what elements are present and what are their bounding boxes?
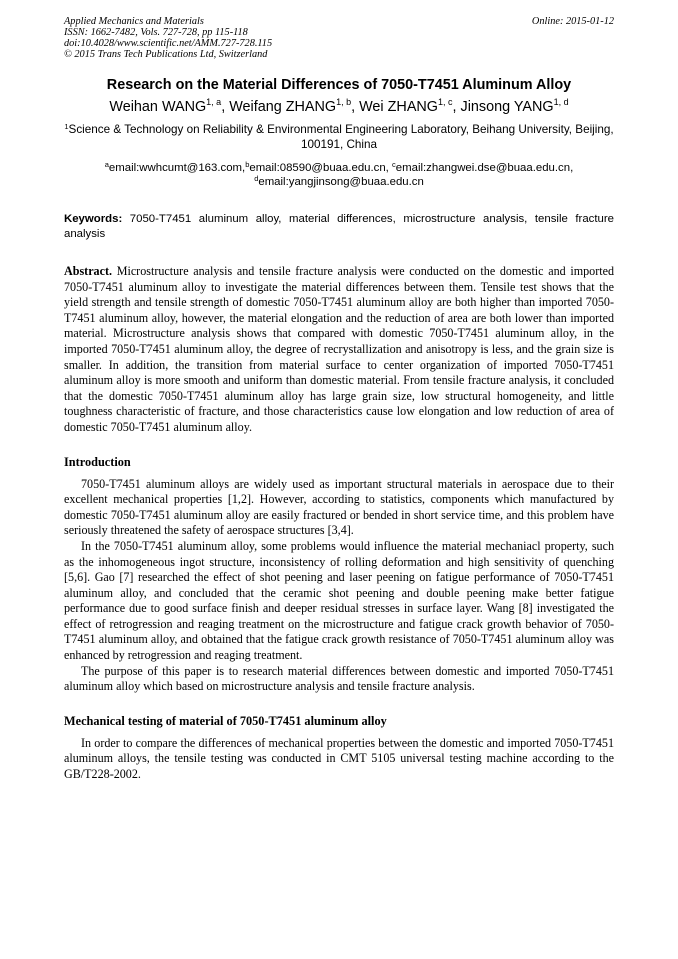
email: $^d$email:yangjinsong@buaa.edu.cn <box>254 174 424 188</box>
email: $^a$email:wwhcumt@163.com, <box>104 160 246 174</box>
mechanical-testing-paragraph: In order to compare the differences of mechanical properties between the domestic and imported 7050-T7451 aluminum alloys, the tensile testing was conducted in CMT 5105 universal testing machine according to the GB/T228-2002. <box>64 735 614 782</box>
keywords-text: 7050-T7451 aluminum alloy, material differences, microstructure analysis, tensile fracture analysis <box>64 213 614 240</box>
email: $^c$email:zhangwei.dse@buaa.edu.cn, <box>392 160 574 174</box>
abstract-label: Abstract. <box>64 264 113 278</box>
author-list <box>64 98 614 116</box>
author: Weihan WANG$^{1, a}$, <box>109 97 230 115</box>
online-date: Online: 2015-01-12 <box>531 16 614 27</box>
copyright-line: © 2015 Trans Tech Publications Ltd, Switzerland <box>64 49 268 60</box>
keywords-label: Keywords: <box>64 213 123 225</box>
introduction-paragraph: 7050-T7451 aluminum alloys are widely used as important structural materials in aerospace due to their excellent mechanical properties [1,2]. However, according to statistics, components which manufactured by domestic 7050-T7451 aluminum alloy are easily fractured or bended in short service time, and this problem have seriously threatened the safety of aerospace structures [3,4]. <box>64 476 614 538</box>
paper-page <box>64 16 614 783</box>
author: Weifang ZHANG$^{1, b}$, <box>229 97 360 115</box>
mechanical-testing-heading: Mechanical testing of material of 7050-T7451 aluminum alloy <box>64 713 387 728</box>
doi-line: doi:10.4028/www.scientific.net/AMM.727-728.115 <box>64 38 273 49</box>
affiliation: $^1$Science & Technology on Reliability & Environmental Engineering Laboratory, Beihang University, Beijing, 100191, China <box>64 122 614 151</box>
abstract <box>64 264 614 436</box>
email: $^b$email:08590@buaa.edu.cn, <box>245 160 389 174</box>
paper-title: Research on the Material Differences of 7050-T7451 Aluminum Alloy <box>106 77 572 93</box>
abstract-text: Microstructure analysis and tensile fracture analysis were conducted on the domestic and imported 7050-T7451 aluminum alloy to investigate the material differences between them. Tensile test shows that the yield strength and tensile strength of domestic 7050-T7451 aluminum alloy are both higher than imported 7050-T7451 aluminum alloy, however, the material elongation and the reduction of area are both lower than imported material. Microstructure analysis shows that compared with domestic 7050-T7451 aluminum alloy, in the imported 7050-T7451 aluminum alloy, the degree of recrystallization and anisotropy is less, and the grain size is smaller. In addition, the transition from material surface to center organization of imported 7050-T7451 aluminum alloy is more smooth and uniform than domestic material. From tensile fracture analysis, it concluded that the domestic 7050-T7451 aluminum alloy has large grain size, low structural homogeneity, and little toughness characteristic of fracture, and those characteristics cause low elongation and low reduction of area of domestic 7050-T7451 aluminum alloy. <box>64 264 614 434</box>
issn-line: ISSN: 1662-7482, Vols. 727-728, pp 115-118 <box>64 27 248 38</box>
email-list <box>64 161 614 189</box>
keywords <box>64 212 614 242</box>
author: Jinsong YANG$^{1, d}$ <box>460 97 569 115</box>
journal-header <box>64 16 614 60</box>
journal-name: Applied Mechanics and Materials <box>64 16 204 27</box>
introduction-paragraph: In the 7050-T7451 aluminum alloy, some problems would influence the material mechaniacl property, such as the inhomogeneous ingot structure, inconsistency of rolling deformation and high sensitivity of quenching [5,6]. Gao [7] researched the effect of shot peening and laser peening on fatigue performance of 7050-T7451 aluminum alloy, and concluded that the ceramic shot peening and double peening make better fatigue performance due to good surface finish and deeper residual stresses in surface layer. Wang [8] investigated the effect of retrogression and reaging treatment on the microstructure and fatigue crack growth behavior of 7050-T7451 aluminum alloy, and obtained that the fatigue crack growth resistance of 7050-T7451 aluminum alloy was enhanced by retrogression and reaging treatment. <box>64 538 614 663</box>
introduction-heading: Introduction <box>64 454 131 469</box>
author: Wei ZHANG$^{1, c}$, <box>359 97 461 115</box>
introduction-paragraph: The purpose of this paper is to research material differences between domestic and imported 7050-T7451 aluminum alloy which based on microstructure analysis and tensile fracture analysis. <box>64 663 614 694</box>
